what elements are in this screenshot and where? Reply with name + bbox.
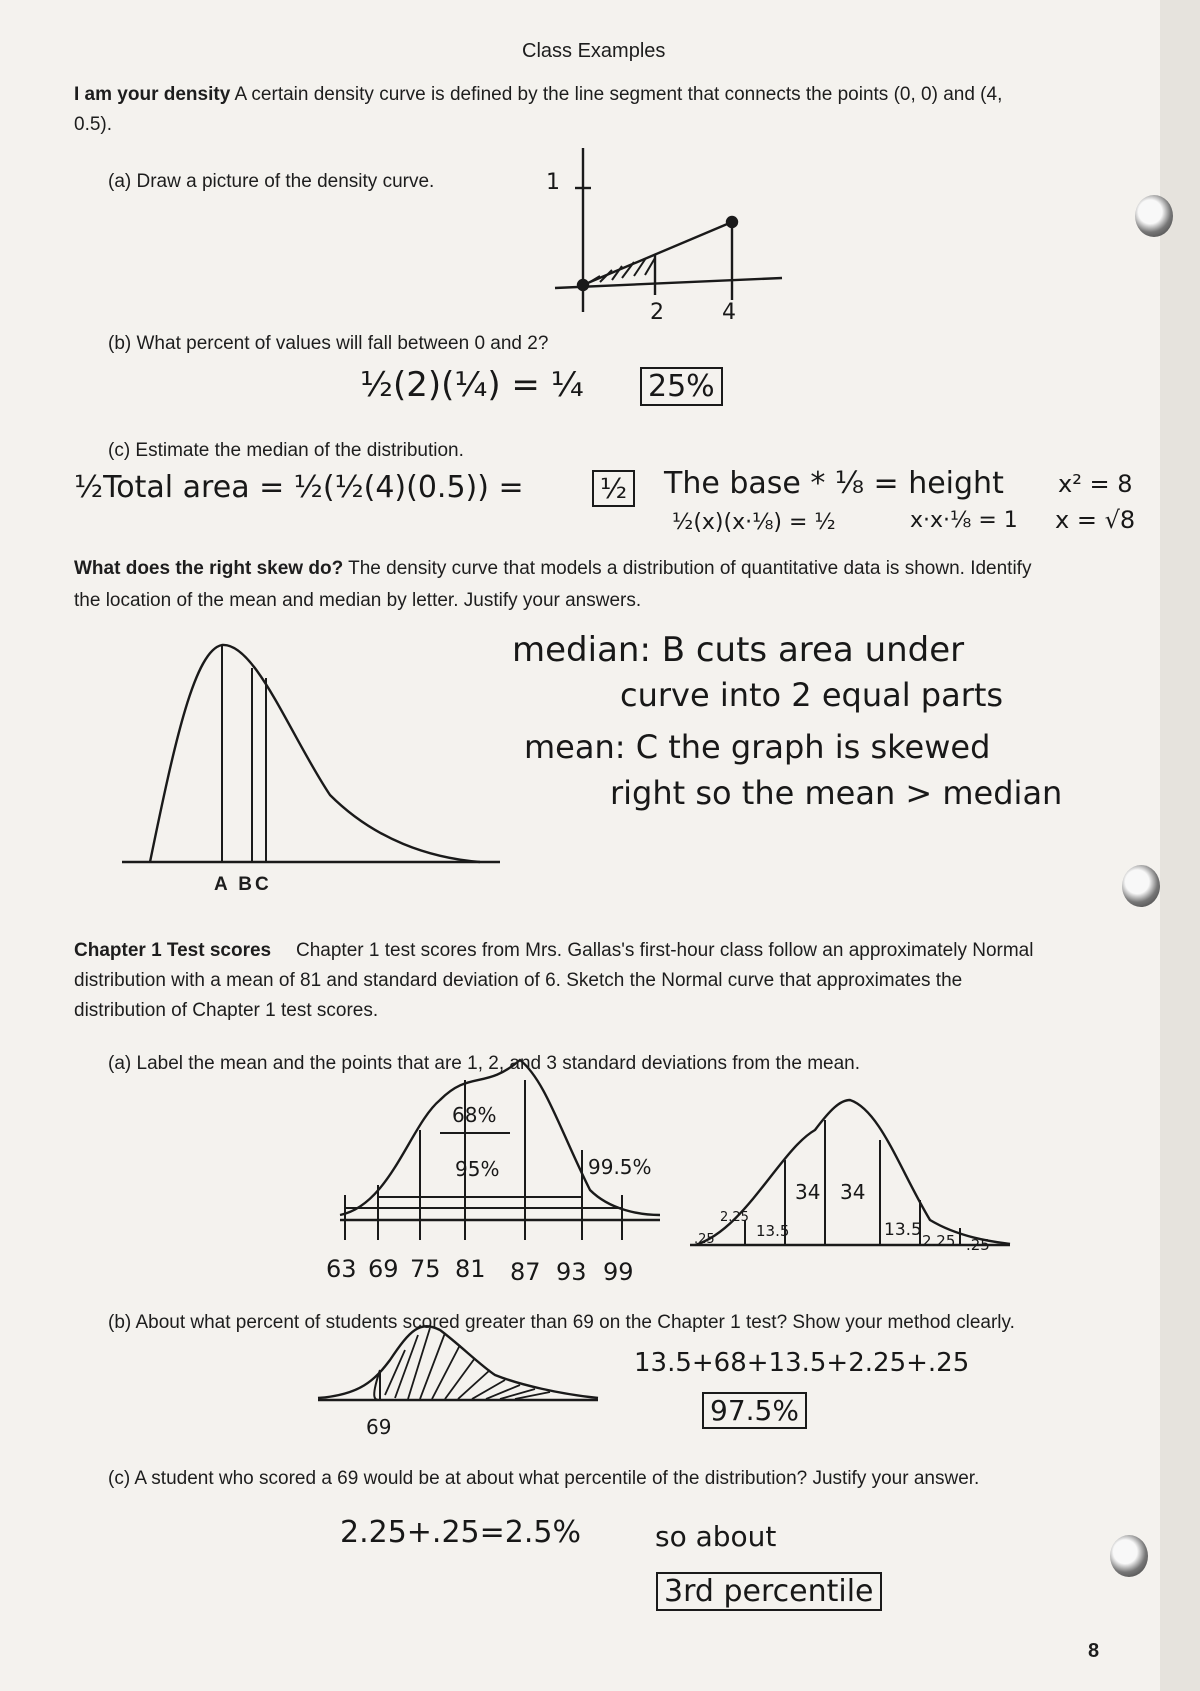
density-point-end bbox=[727, 217, 737, 227]
skewed-density-curve bbox=[122, 645, 500, 862]
problem2-title: What does the right skew do? bbox=[74, 558, 344, 579]
problem3-title: Chapter 1 Test scores bbox=[74, 940, 272, 961]
problem2-text bbox=[74, 558, 1124, 580]
answer3b-work: 13.5+68+13.5+2.25+.25 bbox=[634, 1348, 970, 1378]
axis-63: 63 bbox=[326, 1255, 357, 1283]
problem3-body: Chapter 1 test scores from Mrs. Gallas's first-hour class follow an approximately Normal bbox=[296, 940, 1034, 961]
problem1-part-b: (b) What percent of values will fall between 0 and 2? bbox=[108, 333, 549, 354]
problem2-body2: the location of the mean and median by letter. Justify your answers. bbox=[74, 590, 642, 611]
axis-87: 87 bbox=[510, 1258, 541, 1286]
rule-13-5-left: 13.5 bbox=[756, 1222, 790, 1240]
rule-25-left: .25 bbox=[694, 1232, 715, 1247]
rule-2-25-right: 2.25 bbox=[922, 1232, 956, 1250]
answer-c-line5: x² = 8 bbox=[1058, 470, 1133, 498]
pct-99-5: 99.5% bbox=[588, 1155, 652, 1179]
problem3-part-b: (b) About what percent of students scored greater than 69 on the Chapter 1 test? Show your method clearly. bbox=[108, 1312, 1015, 1333]
answer2-line4: right so the mean > median bbox=[610, 774, 1063, 812]
problem2-body: The density curve that models a distribution of quantitative data is shown. Identify bbox=[348, 558, 1032, 579]
axis-75: 75 bbox=[410, 1255, 441, 1283]
axis-93: 93 bbox=[556, 1258, 587, 1286]
answer-c-line3: ½(x)(x·⅛) = ½ bbox=[672, 510, 836, 535]
density-curve-graph bbox=[555, 148, 782, 312]
page-number: 8 bbox=[1088, 1640, 1100, 1662]
skew-letters: A BC bbox=[214, 874, 272, 895]
shaded-normal-curve bbox=[318, 1326, 598, 1400]
axis-81: 81 bbox=[455, 1255, 486, 1283]
problem1-part-a: (a) Draw a picture of the density curve. bbox=[108, 171, 435, 192]
density-x-label-4: 4 bbox=[722, 300, 736, 325]
axis-69: 69 bbox=[368, 1255, 399, 1283]
answer3c-boxed: 3rd percentile bbox=[656, 1572, 882, 1611]
page-title: Class Examples bbox=[522, 40, 666, 62]
rule-34-left: 34 bbox=[795, 1180, 821, 1204]
pct-68: 68% bbox=[452, 1103, 497, 1127]
density-y-label: 1 bbox=[546, 170, 560, 195]
pct-95: 95% bbox=[455, 1157, 500, 1181]
answer-c-half-boxed: ½ bbox=[592, 470, 635, 507]
answer3c-so: so about bbox=[655, 1520, 777, 1553]
density-x-label-2: 2 bbox=[650, 300, 664, 325]
answer-c-line6: x = √8 bbox=[1055, 506, 1136, 534]
answer2-line3: mean: C the graph is skewed bbox=[524, 728, 991, 766]
rule-34-right: 34 bbox=[840, 1180, 866, 1204]
rule-2-25-left: 2.25 bbox=[720, 1210, 749, 1225]
answer-b-work: ½(2)(¼) = ¼ bbox=[360, 365, 584, 405]
problem1-body2: 0.5). bbox=[74, 114, 113, 135]
problem3-part-c: (c) A student who scored a 69 would be at about what percentile of the distribution? Justify your answer. bbox=[108, 1468, 980, 1489]
answer2-line2: curve into 2 equal parts bbox=[620, 676, 1004, 714]
density-point-origin bbox=[578, 280, 588, 290]
normal-curve-labeled bbox=[340, 1060, 660, 1240]
answer2-line1: median: B cuts area under bbox=[512, 630, 965, 670]
problem3-body3: distribution of Chapter 1 test scores. bbox=[74, 1000, 379, 1021]
rule-25-right: .25 bbox=[966, 1236, 990, 1254]
answer3b-boxed: 97.5% bbox=[702, 1392, 807, 1429]
label-69: 69 bbox=[366, 1415, 392, 1439]
answer3c-work: 2.25+.25=2.5% bbox=[340, 1515, 581, 1550]
axis-99: 99 bbox=[603, 1258, 634, 1286]
answer-b-boxed: 25% bbox=[640, 367, 723, 406]
problem3-body2: distribution with a mean of 81 and standard deviation of 6. Sketch the Normal curve that approximates the bbox=[74, 970, 963, 991]
problem1-title: I am your density bbox=[74, 84, 231, 105]
problem1-body: A certain density curve is defined by the line segment that connects the points (0, 0) and (4, bbox=[234, 84, 1003, 105]
rule-13-5-right: 13.5 bbox=[884, 1220, 922, 1240]
answer-c-line4: x·x·⅛ = 1 bbox=[910, 508, 1018, 533]
problem1-part-c: (c) Estimate the median of the distribution. bbox=[108, 440, 464, 461]
answer-c-line2: The base * ⅛ = height bbox=[664, 466, 1004, 501]
problem3-part-a: (a) Label the mean and the points that are 1, 2, and 3 standard deviations from the mean. bbox=[108, 1053, 861, 1074]
answer-c-line1: ½Total area = ½(½(4)(0.5)) = bbox=[74, 470, 524, 505]
